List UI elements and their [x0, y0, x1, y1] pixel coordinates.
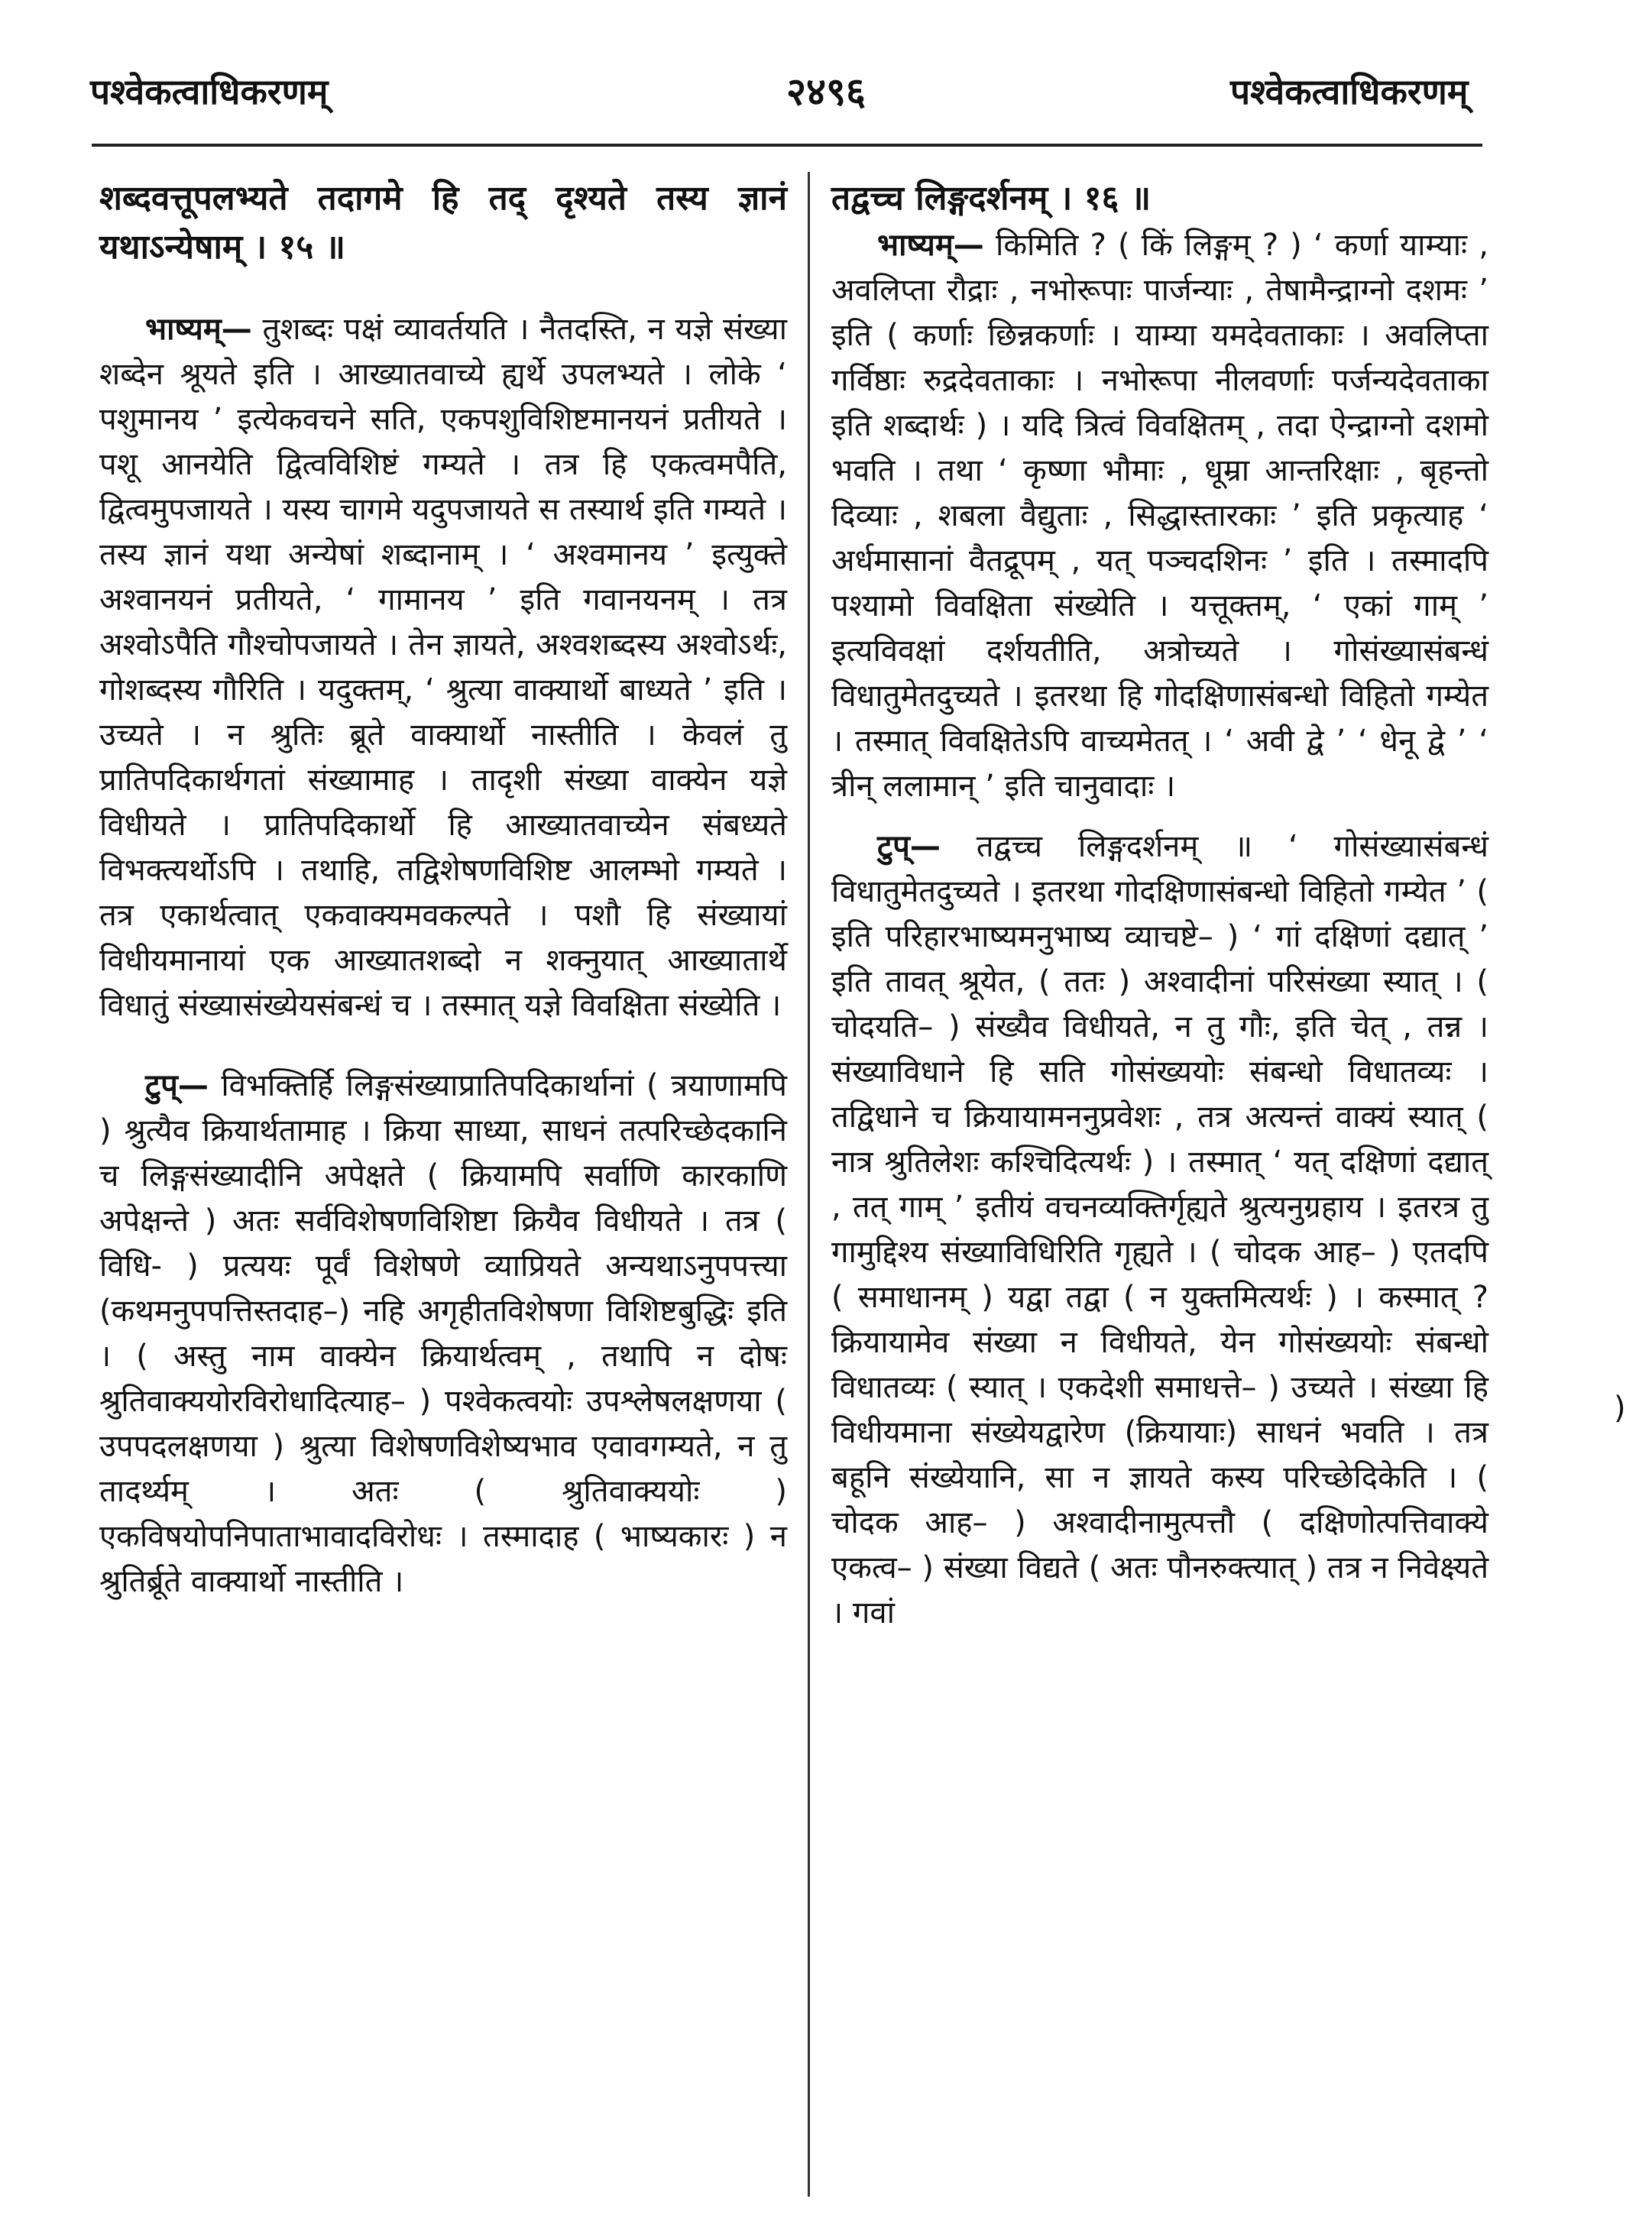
sutra-15: शब्दवत्तूपलभ्यते तदागमे हि तद् दृश्यते तस्य ज्ञानं यथाऽन्येषाम् । १५ ॥: [99, 179, 787, 267]
page-number: २४९६: [786, 70, 866, 114]
tup-16: [831, 824, 1488, 1636]
header-rule: [92, 144, 1482, 147]
right-column: [831, 174, 1488, 1636]
tup-text: तद्वच्च लिङ्गदर्शनम् ॥ ‘ गोसंख्यासंबन्धं विधातुमेतदुच्यते । इतरथा गोदक्षिणासंबन्धो विहितो गम्येत ’ ( इति परिहारभाष्यमनुभाष्य व्याचष्टे– ) ‘ गां दक्षिणां दद्यात् ’ इति तावत् श्रूयेत, ( ततः ) अश्वादीनां परिसंख्या स्यात् । ( चोदयति– ) संख्यैव विधीयते, न तु गौः, इति चेत् , तन्न । संख्याविधाने हि सति गोसंख्ययोः संबन्धो विधातव्यः । तद्विधाने च क्रियायामननुप्रवेशः , तत्र अत्यन्तं वाक्यं स्यात् ( नात्र श्रुतिलेशः कश्चिदित्यर्थः ) । तस्मात् ‘ यत् दक्षिणां दद्यात् , तत् गाम् ’ इतीयं वचनव्यक्तिर्गृह्यते श्रुत्यनुग्रहाय । इतरत्र तु गामुद्दिश्य संख्याविधिरिति गृह्यते । ( चोदक आह– ) एतदपि ( समाधानम् ) यद्वा तद्वा ( न युक्तमित्यर्थः ) । कस्मात् ? क्रियायामेव संख्या न विधीयते, येन गोसंख्ययोः संबन्धो विधातव्यः ( स्यात् । एकदेशी समाधत्ते– ) उच्यते । संख्या हि विधीयमाना संख्येयद्वारेण (क्रियायाः) साधनं भवति । तत्र बहूनि संख्येयानि, सा न ज्ञायते कस्य परिच्छेदिकेति । ( चोदक आह– ) अश्वादीनामुत्पत्तौ ( दक्षिणोत्पत्तिवाक्ये एकत्व– ) संख्या विद्यते ( अतः पौनरुक्त्यात् ) तत्र न निवेक्ष्यते । गवां: [831, 829, 1488, 1630]
bhashya-15: [99, 307, 787, 1028]
tup-15: [99, 1064, 787, 1605]
tup-text: विभक्तिर्हि लिङ्गसंख्याप्रातिपदिकार्थानां ( त्रयाणामपि ) श्रुत्यैव क्रियार्थतामाह । क्रिया साध्या, साधनं तत्परिच्छेदकानि च लिङ्गसंख्यादीनि अपेक्षते ( क्रियामपि सर्वाणि कारकाणि अपेक्षन्ते ) अतः सर्वविशेषणविशिष्टा क्रियैव विधीयते । तत्र ( विधि- ) प्रत्ययः पूर्वं विशेषणे व्याप्रियते अन्यथाऽनुपपत्त्या (कथमनुपपत्तिस्तदाह–) नहि अगृहीतविशेषणा विशिष्टबुद्धिः इति । ( अस्तु नाम वाक्येन क्रियार्थत्वम् , तथापि न दोषः श्रुतिवाक्ययोरविरोधादित्याह– ) पश्वेकत्वयोः उपश्लेषलक्षणया ( उपपदलक्षणया ) श्रुत्या विशेषणविशेष्यभाव एवावगम्यते, न तु तादर्थ्यम् । अतः ( श्रुतिवाक्ययोः ) एकविषयोपनिपाताभावादविरोधः । तस्मादाह ( भाष्यकारः ) न श्रुतिर्ब्रूते वाक्यार्थो नास्तीति ।: [99, 1068, 787, 1599]
bhashya-text: तुशब्दः पक्षं व्यावर्तयति । नैतदस्ति, न यज्ञे संख्या शब्देन श्रूयते इति । आख्यातवाच्ये ह्यर्थे उपलभ्यते । लोके ‘ पशुमानय ’ इत्येकवचने सति, एकपशुविशिष्टमानयनं प्रतीयते । पशू आनयेति द्वित्वविशिष्टं गम्यते । तत्र हि एकत्वमपैति, द्वित्वमुपजायते । यस्य चागमे यदुपजायते स तस्यार्थ इति गम्यते । तस्य ज्ञानं यथा अन्येषां शब्दानाम् । ‘ अश्वमानय ’ इत्युक्ते अश्वानयनं प्रतीयते, ‘ गामानय ’ इति गवानयनम् । तत्र अश्वोऽपैति गौश्चोपजायते । तेन ज्ञायते, अश्वशब्दस्य अश्वोऽर्थः, गोशब्दस्य गौरिति । यदुक्तम्, ‘ श्रुत्या वाक्यार्थो बाध्यते ’ इति । उच्यते । न श्रुतिः ब्रूते वाक्यार्थो नास्तीति । केवलं तु प्रातिपदिकार्थगतां संख्यामाह । तादृशी संख्या वाक्येन यज्ञे विधीयते । प्रातिपदिकार्थो हि आख्यातवाच्येन संबध्यते विभक्त्यर्थोऽपि । तथाहि, तद्विशेषणविशिष्ट आलम्भो गम्यते । तत्र एकार्थत्वात् एकवाक्यमवकल्पते । पशौ हि संख्यायां विधीयमानायां एक आख्यातशब्दो न शक्नुयात् आख्यातार्थे विधातुं संख्यासंख्येयसंबन्धं च । तस्मात् यज्ञे विवक्षिता संख्येति ।: [99, 312, 787, 1023]
tup-label: टुप्—: [145, 1068, 209, 1103]
running-head-left: पश्वेकत्वाधिकरणम्: [90, 71, 329, 112]
tup-label: टुप्—: [877, 829, 941, 864]
column-divider: [808, 172, 810, 2197]
sutra-16: तद्वच्च लिङ्गदर्शनम् । १६ ॥: [831, 179, 1152, 218]
bhashya-label: भाष्यम्—: [877, 228, 984, 263]
bhashya-label: भाष्यम्—: [145, 312, 252, 347]
bhashya-text: किमिति ? ( किं लिङ्गम् ? ) ‘ कर्णा याम्याः , अवलिप्ता रौद्राः , नभोरूपाः पार्जन्याः , तेषामैन्द्राग्नो दशमः ’ इति ( कर्णाः छिन्नकर्णाः । याम्या यमदेवताकाः । अवलिप्ता गर्विष्ठाः रुद्रदेवताकाः । नभोरूपा नीलवर्णाः पर्जन्यदेवताका इति शब्दार्थः ) । यदि त्रित्वं विवक्षितम् , तदा ऐन्द्राग्नो दशमो भवति । तथा ‘ कृष्णा भौमाः , धूम्रा आन्तरिक्षाः , बृहन्तो दिव्याः , शबला वैद्युताः , सिद्धास्तारकाः ’ इति प्रकृत्याह ‘ अर्धमासानां वैतद्रूपम् , यत् पञ्चदशिनः ’ इति । तस्मादपि पश्यामो विवक्षिता संख्येति । यत्तूक्तम्, ‘ एकां गाम् ’ इत्यविवक्षां दर्शयतीति, अत्रोच्यते । गोसंख्यासंबन्धं विधातुमेतदुच्यते । इतरथा हि गोदक्षिणासंबन्धो विहितो गम्येत । तस्मात् विवक्षितेऽपि वाच्यमेतत् । ‘ अवी द्वे ’ ‘ धेनू द्वे ’ ‘ त्रीन् ललामान् ’ इति चानुवादाः ।: [831, 228, 1488, 804]
left-column: [99, 174, 787, 1605]
running-head-right: पश्वेकत्वाधिकरणम्: [1230, 71, 1469, 112]
margin-mark: ): [1614, 1391, 1626, 1426]
bhashya-16: [831, 223, 1488, 809]
